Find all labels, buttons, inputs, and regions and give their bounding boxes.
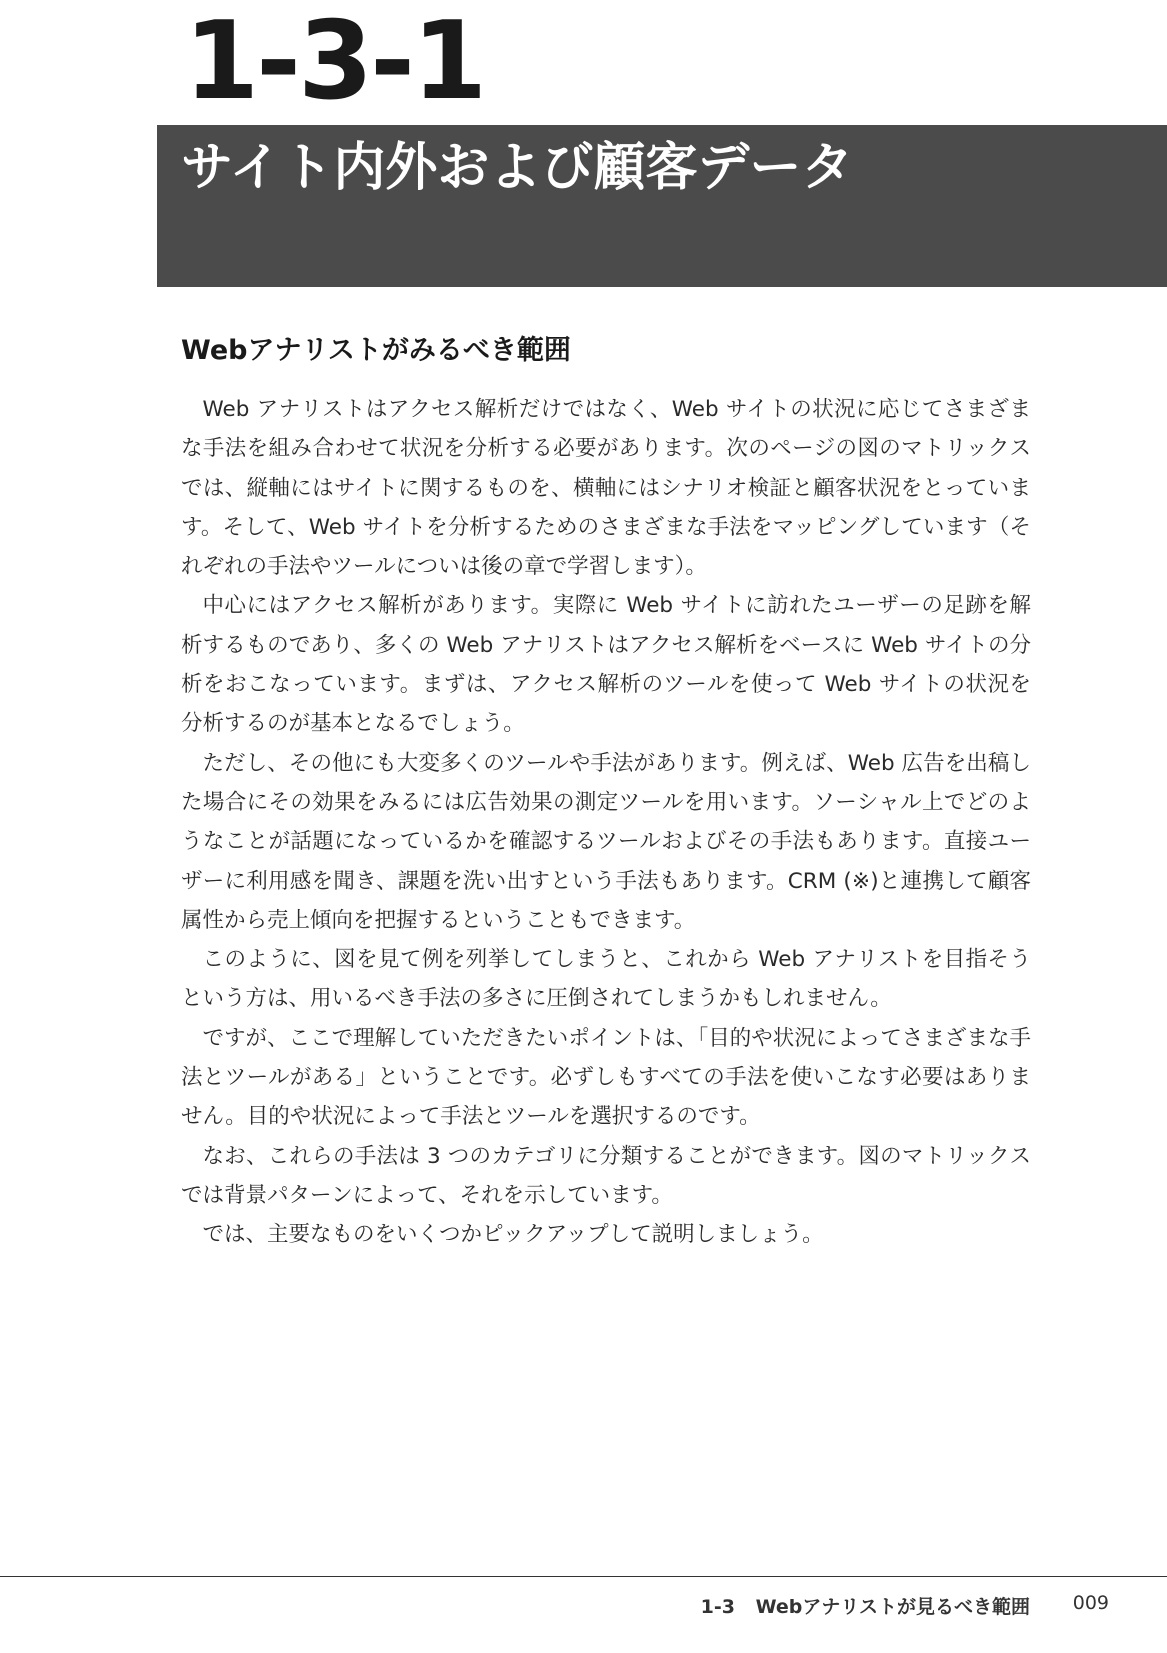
section-title: サイト内外および顧客データ — [181, 138, 854, 198]
body-paragraph: 中心にはアクセス解析があります。実際に Web サイトに訪れたユーザーの足跡を解析するものであり、多くの Web アナリストはアクセス解析をベースに Web サイトの分析をおこなっています。まずは、アクセス解析のツールを使って Web サイトの状況を分析するのが基本となるでしょう。 — [181, 593, 1031, 737]
body-paragraph: ですが、ここで理解していただきたいポイントは、「目的や状況によってさまざまな手法とツールがある」ということです。必ずしもすべての手法を使いこなす必要はありません。目的や状況によって手法とツールを選択するのです。 — [181, 1025, 1031, 1130]
running-head-title: Webアナリストが見るべき範囲 — [755, 1596, 1030, 1618]
page-footer — [0, 1592, 1167, 1622]
body-paragraph: このように、図を見て例を列挙してしまうと、これから Web アナリストを目指そうという方は、用いるべき手法の多さに圧倒されてしまうかもしれません。 — [181, 947, 1031, 1012]
body-paragraph: では、主要なものをいくつかピックアップして説明しましょう。 — [202, 1222, 824, 1248]
section-title-band — [157, 125, 1167, 287]
body-paragraph: Web アナリストはアクセス解析だけではなく、Web サイトの状況に応じてさまざまな手法を組み合わせて状況を分析する必要があります。次のページの図のマトリックスでは、縦軸にはサイトに関するものを、横軸にはシナリオ検証と顧客状況をとっています。そして、Web サイトを分析するためのさまざまな手法をマッピングしています（それぞれの手法やツールについは後の章で学習します）。 — [181, 397, 1031, 580]
footer-rule — [0, 1576, 1167, 1577]
page-number: 009 — [1072, 1592, 1109, 1614]
body-paragraph: ただし、その他にも大変多くのツールや手法があります。例えば、Web 広告を出稿した場合にその効果をみるには広告効果の測定ツールを用います。ソーシャル上でどのようなことが話題になっているかを確認するツールおよびその手法もあります。直接ユーザーに利用感を聞き、課題を洗い出すという手法もあります。CRM (※)と連携して顧客属性から売上傾向を把握するということもできます。 — [181, 750, 1031, 933]
section-number: 1-3-1 — [184, 0, 485, 124]
main-content — [181, 330, 1031, 1255]
body-paragraph: なお、これらの手法は 3 つのカテゴリに分類することができます。図のマトリックスでは背景パターンによって、それを示しています。 — [181, 1143, 1031, 1208]
running-head — [701, 1592, 1030, 1619]
running-head-number: 1-3 — [700, 1596, 735, 1618]
subsection-heading: Webアナリストがみるべき範囲 — [181, 335, 571, 366]
